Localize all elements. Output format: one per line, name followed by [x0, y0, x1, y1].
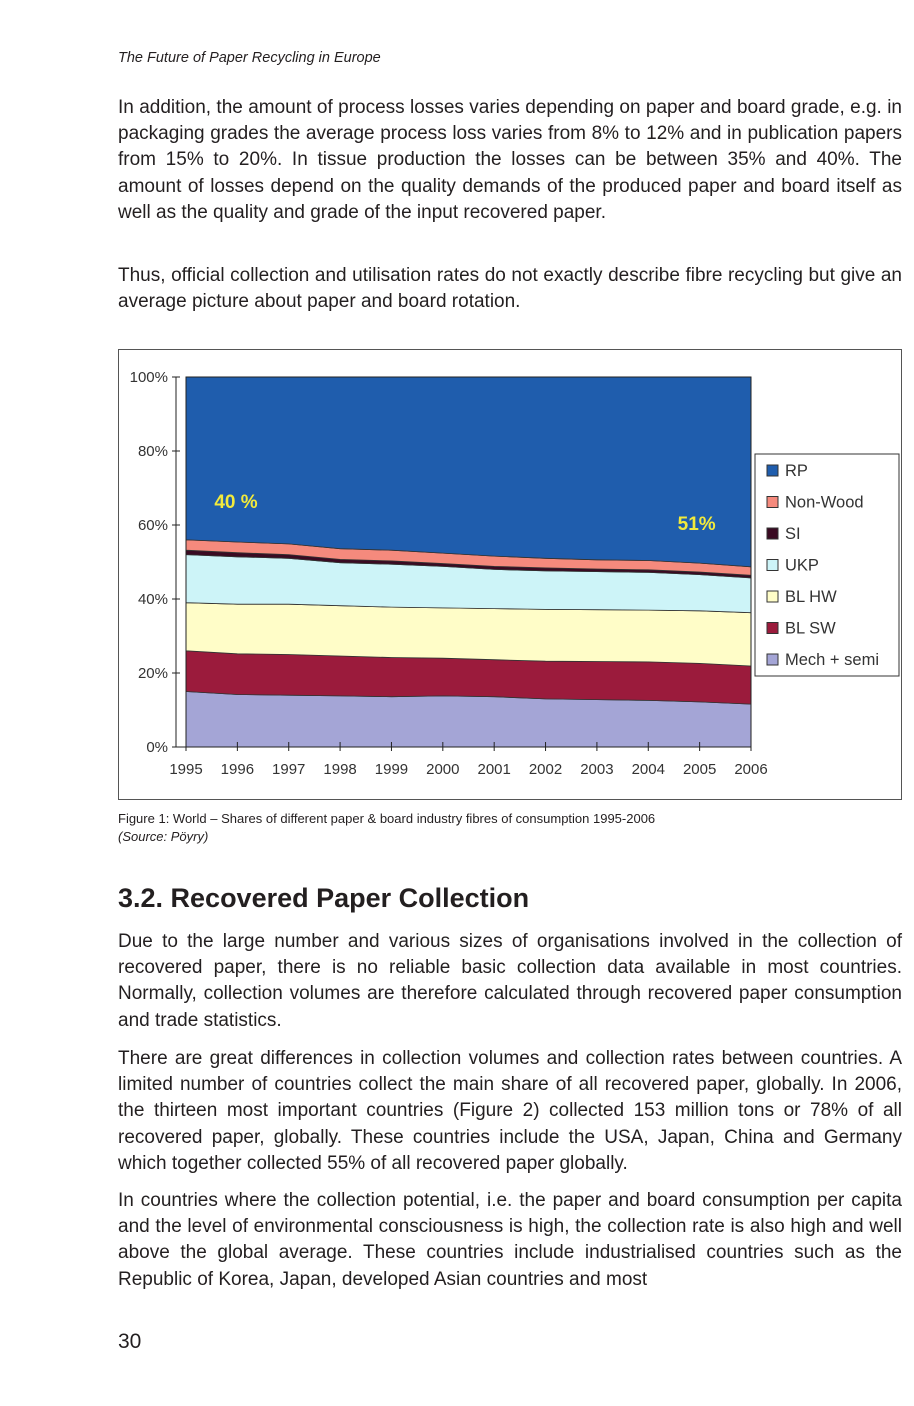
area-rp	[186, 377, 751, 567]
x-tick-label: 1995	[169, 761, 203, 778]
y-tick-label: 20%	[137, 665, 168, 682]
x-tick-label: 2003	[580, 761, 614, 778]
legend-swatch	[767, 528, 778, 539]
fibre-shares-chart	[119, 350, 901, 799]
figure-caption	[118, 810, 655, 846]
paragraph-collection-rates: Thus, official collection and utilisation rates do not exactly describe fibre recycling but give an average picture about paper and board rotation.	[118, 265, 902, 313]
annotation-label: 40 %	[214, 492, 258, 513]
y-tick-label: 40%	[137, 591, 168, 608]
paragraph-collection-data: Due to the large number and various sizes of organisations involved in the collection of recovered paper, there is no reliable basic collection data available in most countries. Normally, collection volumes are therefore calculated through recovered paper consumption and trade statistics.	[118, 931, 902, 1031]
x-tick-label: 1999	[374, 761, 409, 778]
x-tick-label: 1996	[220, 761, 255, 778]
paragraph-process-losses: In addition, the amount of process losses varies depending on paper and board grade, e.g. in packaging grades the average process loss varies from 8% to 12% and in publication papers from 15% to 20%. In tissue production the losses can be between 35% and 40%. The amount of losses depend on the quality demands of the produced paper and board itself as well as the quality and grade of the input recovered paper.	[118, 97, 902, 223]
section-title: 3.2. Recovered Paper Collection	[118, 883, 530, 913]
y-tick-label: 100%	[129, 369, 168, 386]
legend-swatch	[767, 654, 778, 665]
figure-source: (Source: Pöyry)	[118, 829, 209, 844]
x-tick-label: 2005	[682, 761, 717, 778]
legend-label: Mech + semi	[785, 651, 879, 669]
x-tick-label: 2006	[734, 761, 768, 778]
y-tick-label: 0%	[146, 739, 168, 756]
paragraph-country-differences: There are great differences in collection volumes and collection rates between countries. A limited number of countries collect the main share of all recovered paper, globally. In 2006, the thirteen most important countries (Figure 2) collected 153 million tons or 78% of all recovered paper, globally. These countries include the USA, Japan, China and Germany which together collected 55% of all recovered paper globally.	[118, 1048, 902, 1174]
annotation-label: 51%	[677, 514, 716, 535]
y-tick-label: 80%	[137, 443, 168, 460]
figure-frame	[118, 349, 902, 800]
legend-label: SI	[785, 525, 801, 543]
legend-swatch	[767, 465, 778, 476]
legend-label: Non-Wood	[785, 493, 864, 512]
legend-label: UKP	[785, 556, 819, 575]
legend-label: BL HW	[785, 588, 837, 606]
figure-caption-text: Figure 1: World – Shares of different paper & board industry fibres of consumption 1995-2006	[118, 811, 656, 826]
x-tick-label: 1997	[272, 761, 306, 778]
legend-swatch	[767, 497, 778, 508]
y-tick-label: 60%	[137, 517, 168, 534]
x-tick-label: 2004	[631, 761, 665, 778]
x-tick-label: 2002	[528, 761, 563, 778]
x-tick-label: 2001	[477, 761, 511, 778]
page-number: 30	[118, 1330, 142, 1353]
running-header: The Future of Paper Recycling in Europe	[118, 50, 381, 66]
x-tick-label: 2000	[426, 761, 460, 778]
legend-label: BL SW	[785, 619, 836, 638]
legend-swatch	[767, 623, 778, 634]
paragraph-collection-potential: In countries where the collection potential, i.e. the paper and board consumption per capita and the level of environmental consciousness is high, the collection rate is also high and well above the global average. These countries include industrialised countries such as the Republic of Korea, Japan, developed Asian countries and most	[118, 1190, 902, 1290]
legend-swatch	[767, 591, 778, 602]
legend-swatch	[767, 560, 778, 571]
legend-label: RP	[785, 462, 808, 480]
x-tick-label: 1998	[323, 761, 357, 778]
